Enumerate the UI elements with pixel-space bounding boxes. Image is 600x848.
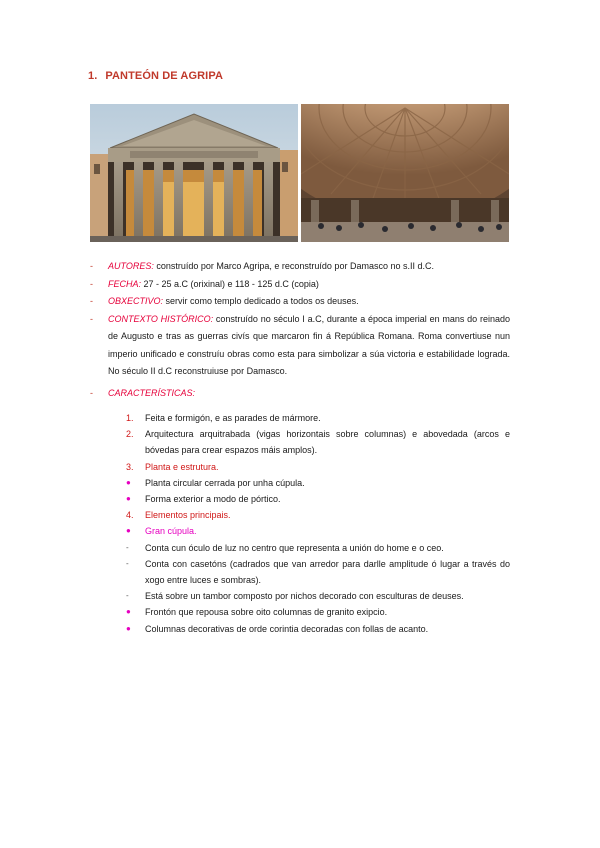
- list-item-text: Planta circular cerrada por unha cúpula.: [145, 477, 305, 488]
- list-item-text: Elementos principais.: [145, 510, 231, 521]
- section-dash: -: [90, 278, 93, 289]
- list-item-text: Conta con casetóns (cadrados que van arredor para darlle amplitude ó lugar a través do xogo entre luces e sombras).: [145, 558, 510, 586]
- list-item: [126, 523, 510, 539]
- characteristics-list: [126, 410, 510, 637]
- list-item: [126, 604, 510, 620]
- list-marker: 1.: [126, 413, 134, 423]
- section-fecha: [90, 276, 510, 294]
- list-item: [126, 588, 510, 604]
- section-dash: -: [90, 388, 93, 398]
- list-item-text: Columnas decorativas de orde corintia decoradas con follas de acanto.: [145, 623, 429, 634]
- list-item: [126, 426, 510, 458]
- list-item-text: Conta cun óculo de luz no centro que representa a unión do home e o ceo.: [145, 542, 444, 553]
- bullet-icon: ●: [126, 607, 131, 617]
- obxectivo-text: servir como templo dedicado a todos os deuses.: [163, 296, 359, 306]
- list-item: [126, 410, 510, 426]
- list-marker: 4.: [126, 510, 134, 521]
- autores-label: AUTORES:: [108, 261, 154, 271]
- list-marker: -: [126, 542, 129, 552]
- section-obxectivo: [90, 293, 510, 311]
- title-text: PANTEÓN DE AGRIPA: [105, 70, 223, 82]
- list-marker: 2.: [126, 429, 134, 440]
- page-title: [88, 70, 223, 82]
- pantheon-dome-interior-photo: [301, 104, 509, 242]
- bullet-icon: ●: [126, 526, 131, 536]
- list-item: [126, 621, 510, 637]
- fecha-label: FECHA:: [108, 278, 142, 289]
- caracteristicas-label: CARACTERÍSTICAS:: [108, 388, 196, 398]
- list-marker: -: [126, 558, 129, 568]
- section-contexto: [90, 311, 510, 381]
- contexto-text: construído no século I a.C, durante a época imperial en mans do reinado de Augusto e tras as guerras civís que marcaron fin á República Romana. Roma convertiuse nun imperio unificado e construíu obras como esta para simbolizar a súa victoria e estabilidade lograda. No século II d.C reconstruiuse por Damasco.: [108, 313, 510, 376]
- list-item: [126, 507, 510, 523]
- obxectivo-label: OBXECTIVO:: [108, 296, 164, 306]
- section-dash: -: [90, 261, 93, 271]
- list-item-text: Planta e estrutura.: [145, 461, 219, 472]
- list-item-text: Feita e formigón, e as parades de mármore.: [145, 413, 321, 423]
- list-item-text: Arquitectura arquitrabada (vigas horizontais sobre columnas) e abovedada (arcos e bóvedas para crear espazos máis amplos).: [145, 429, 510, 456]
- list-item: [126, 556, 510, 588]
- bullet-icon: ●: [126, 494, 131, 504]
- list-item-text: Está sobre un tambor composto por nichos decorado con esculturas de deuses.: [145, 591, 464, 602]
- list-item: [126, 540, 510, 556]
- list-item-text: Frontón que repousa sobre oito columnas de granito exipcio.: [145, 607, 388, 618]
- section-autores: [90, 258, 510, 276]
- section-caracteristicas: [90, 385, 510, 403]
- list-item-text: Forma exterior a modo de pórtico.: [145, 494, 281, 505]
- bullet-icon: ●: [126, 477, 131, 487]
- section-dash: -: [90, 296, 93, 306]
- autores-text: construído por Marco Agripa, e reconstruído por Damasco no s.II d.C.: [153, 261, 434, 271]
- bullet-icon: ●: [126, 623, 131, 633]
- contexto-label: CONTEXTO HISTÓRICO:: [108, 313, 214, 324]
- list-item: [126, 491, 510, 507]
- list-item: [126, 459, 510, 475]
- pantheon-exterior-photo: [90, 104, 298, 242]
- section-dash: -: [90, 313, 93, 324]
- list-item: [126, 475, 510, 491]
- fecha-text: 27 - 25 a.C (orixinal) e 118 - 125 d.C (copia): [141, 278, 319, 289]
- list-marker: 3.: [126, 461, 134, 472]
- list-marker: -: [126, 591, 129, 601]
- list-item-text: Gran cúpula.: [145, 526, 197, 537]
- title-number: 1.: [88, 70, 98, 82]
